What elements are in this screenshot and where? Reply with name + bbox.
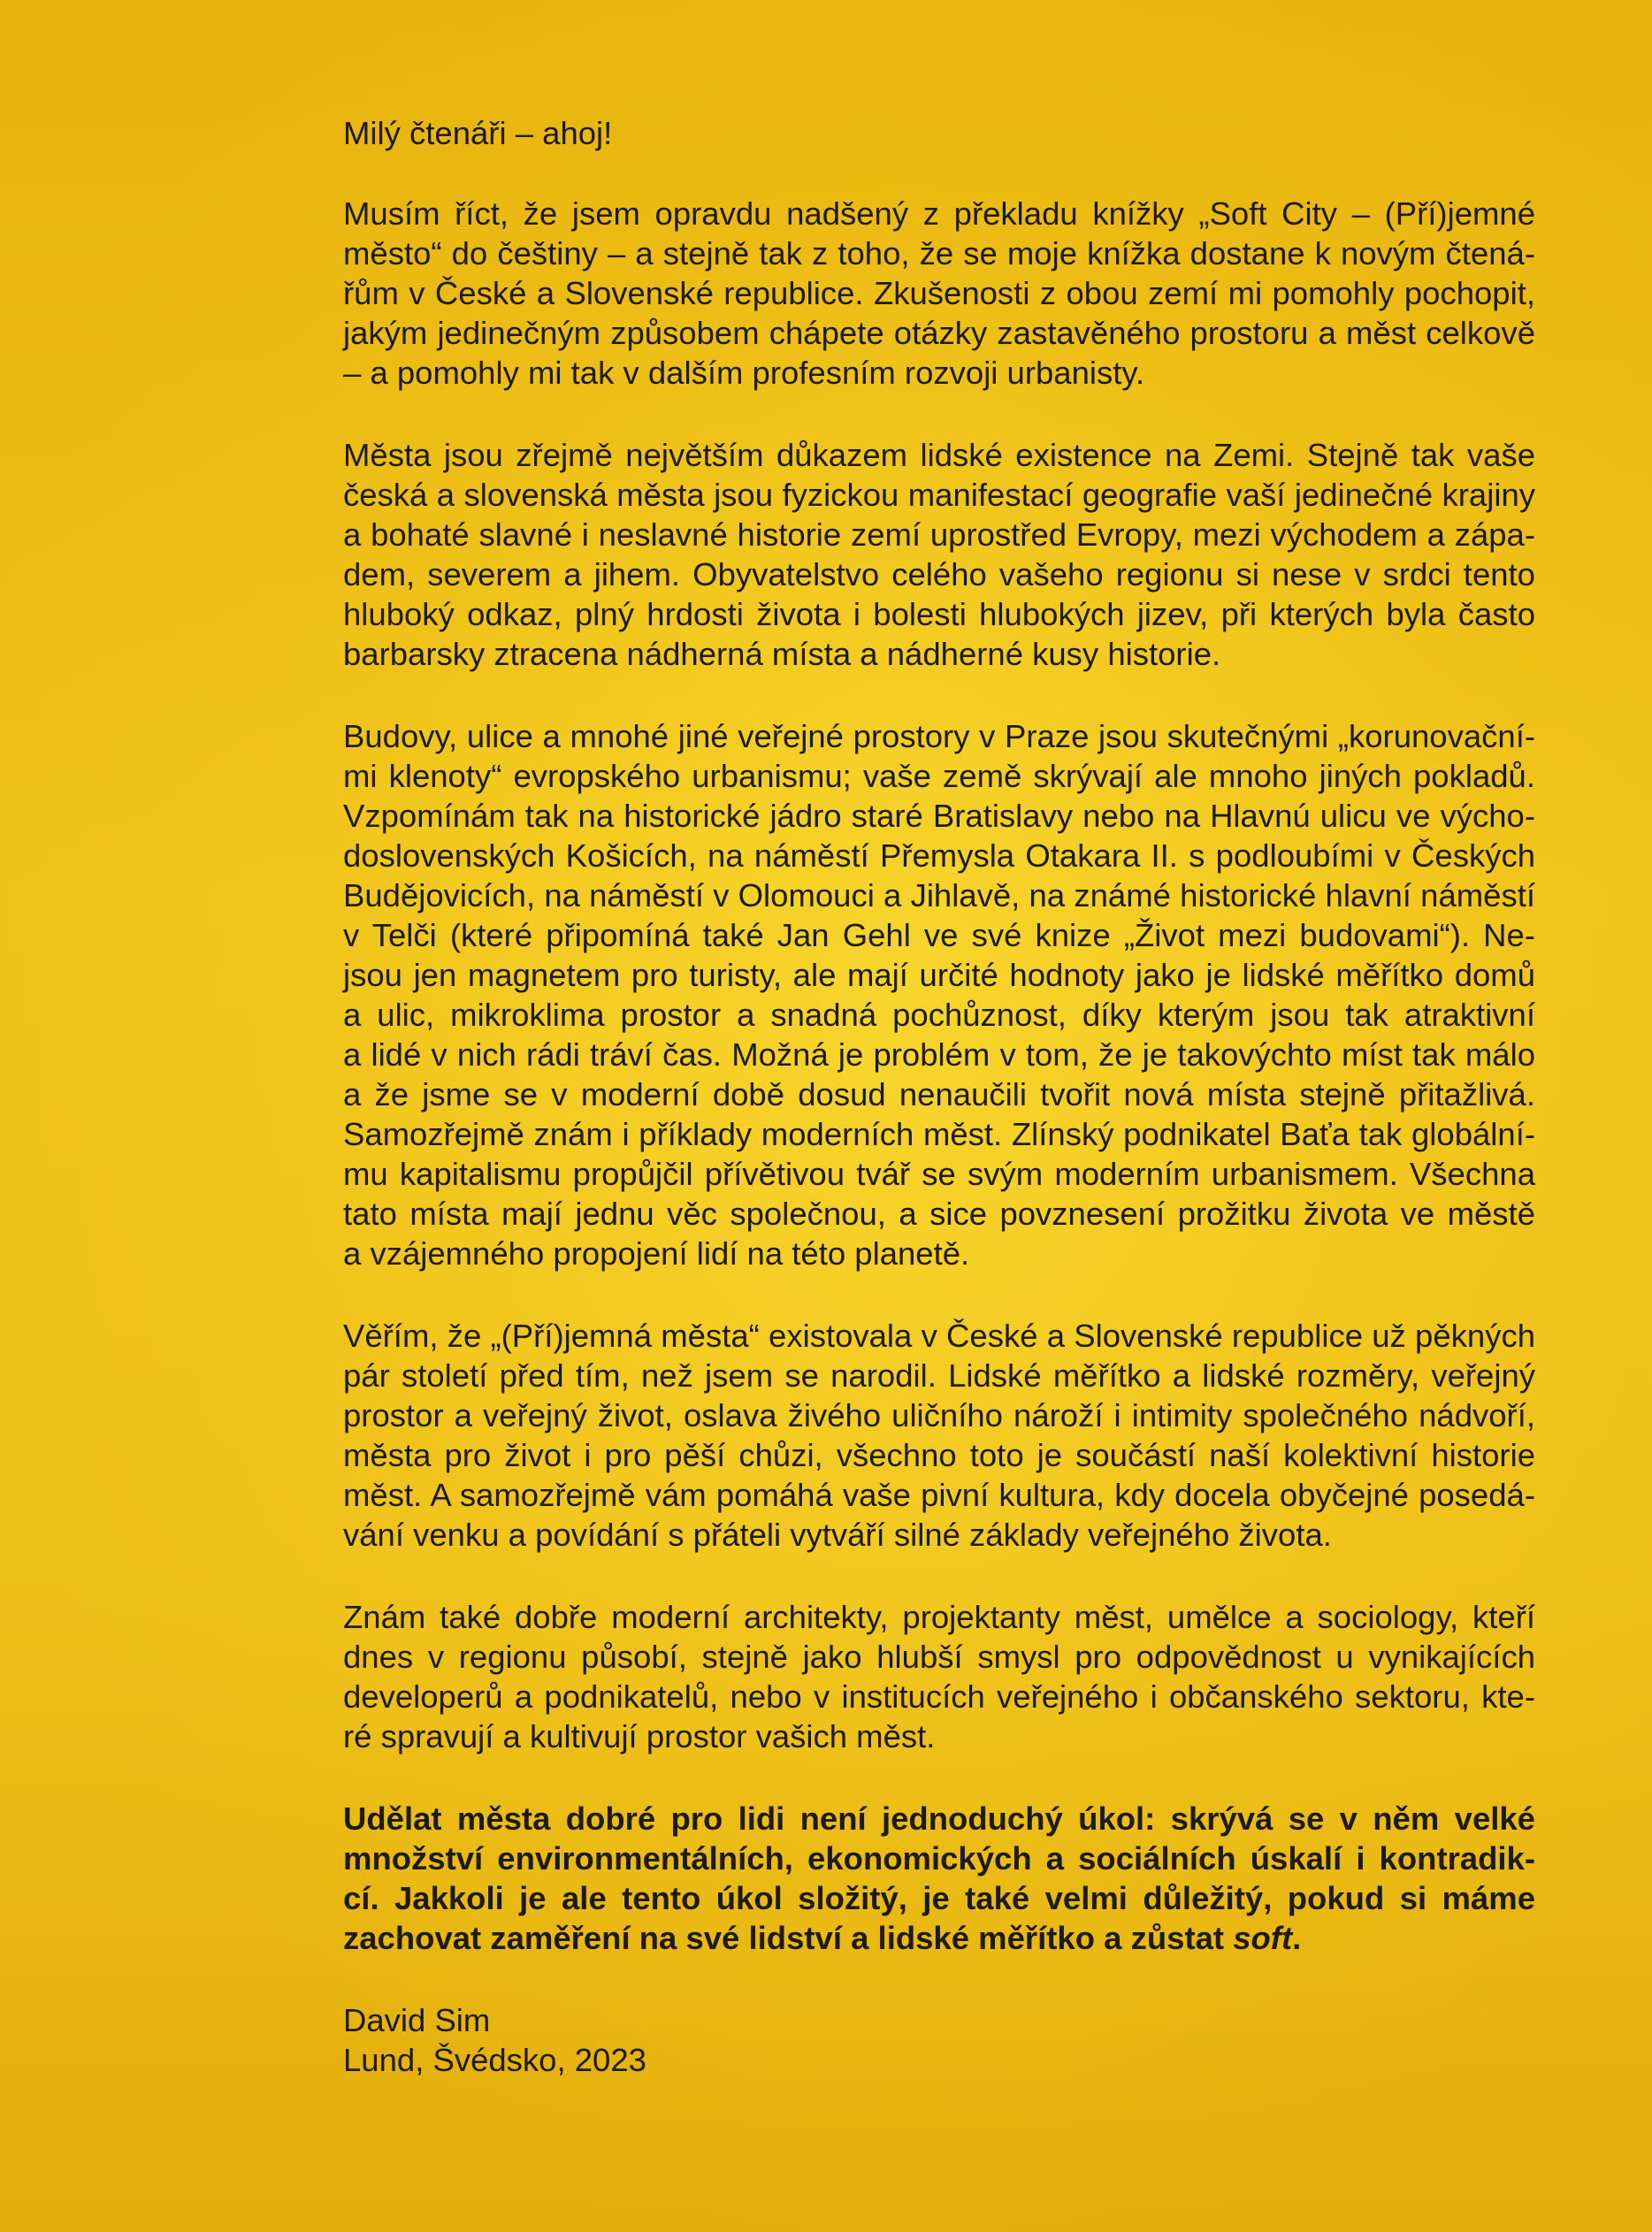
paragraph-line: Budějovicích, na náměstí v Olomouci a Jihlavě, na známé historické hlavní náměstí [343,877,1535,913]
paragraph-2 [343,435,1535,674]
soft-emphasis: soft [1233,1920,1293,1956]
paragraph-line: jsou jen magnetem pro turisty, ale mají určité hodnoty jako je lidské měřítko domů [343,957,1535,993]
paragraph-line: Věřím, že „(Pří)jemná města“ existovala v České a Slovenské republice už pěkných [343,1318,1535,1354]
paragraph-line: česká a slovenská města jsou fyzickou manifestací geografie vaší jedinečné krajiny [343,477,1535,513]
paragraph-line: Musím říct, že jsem opravdu nadšený z překladu knížky „Soft City – (Pří)jemné [343,195,1535,232]
paragraph-line: a vzájemného propojení lidí na této planetě. [343,1235,970,1272]
paragraph-line: ré spravují a kultivují prostor vašich měst. [343,1718,936,1754]
paragraph-line: pár století před tím, než jsem se narodil. Lidské měřítko a lidské rozměry, veřejný [343,1357,1535,1394]
paragraph-line: developerů a podnikatelů, nebo v institucích veřejného i občanského sektoru, kte- [343,1678,1535,1715]
paragraph-line: Města jsou zřejmě největším důkazem lidské existence na Zemi. Stejně tak vaše [343,437,1535,473]
paragraph-line: dem, severem a jihem. Obyvatelstvo celého vašeho regionu si nese v srdci tento [343,556,1535,592]
paragraph-line: prostor a veřejný život, oslava živého uličního nároží i intimity společného nádvoří, [343,1397,1535,1433]
paragraph-line: v Telči (které připomíná také Jan Gehl ve své knize „Život mezi budovami“). Ne- [343,917,1535,953]
paragraph-line: Budovy, ulice a mnohé jiné veřejné prostory v Praze jsou skutečnými „korunovační- [343,718,1535,754]
paragraph-line: mi klenoty“ evropského urbanismu; vaše země skrývají ale mnoho jiných pokladů. [343,758,1535,794]
paragraph-line: a ulic, mikroklima prostor a snadná pochůznost, díky kterým jsou tak atraktivní [343,997,1535,1033]
greeting-line: Milý čtenáři – ahoj! [343,115,613,151]
paragraph-line: řům v České a Slovenské republice. Zkušenosti z obou zemí mi pomohly pochopit, [343,275,1535,311]
paragraph-line: mu kapitalismu propůjčil přívětivou tvář se svým moderním urbanismem. Všechna [343,1156,1535,1192]
signature-name: David Sim [343,2002,491,2038]
paragraph-line: měst. A samozřejmě vám pomáhá vaše pivní kultura, kdy docela obyčejné posedá- [343,1477,1535,1513]
paragraph-line: Samozřejmě znám i příklady moderních měst. Zlínský podnikatel Baťa tak globální- [343,1116,1535,1152]
paragraph-1 [343,194,1535,393]
paragraph-line: dnes v regionu působí, stejně jako hlubší smysl pro odpovědnost u vynikajících [343,1639,1535,1675]
paragraph-line: – a pomohly mi tak v dalším profesním rozvoji urbanisty. [343,355,1145,391]
paragraph-line: města pro život i pro pěší chůzi, všechno toto je součástí naší kolektivní historie [343,1437,1535,1473]
paragraph-line: barbarsky ztracena nádherná místa a nádherné kusy historie. [343,636,1221,672]
bold-last-line-period: . [1292,1920,1302,1956]
paragraph-line: tato místa mají jednu věc společnou, a sice povznesení prožitku života ve městě [343,1196,1535,1232]
paragraph-line: hluboký odkaz, plný hrdosti života i bolesti hlubokých jizev, při kterých byla často [343,596,1535,632]
paragraph-line: město“ do češtiny – a stejně tak z toho, že se moje knížka dostane k novým čtená- [343,235,1535,271]
paragraph-line: jakým jedinečným způsobem chápete otázky zastavěného prostoru a měst celkově [343,315,1535,351]
bold-paragraph-line: Udělat města dobré pro lidi není jednoduchý úkol: skrývá se v něm velké [343,1800,1535,1837]
paragraph-line: a že jsme se v moderní době dosud nenaučili tvořit nová místa stejně přitažlivá. [343,1076,1535,1112]
paragraph-line: Vzpomínám tak na historické jádro staré Bratislavy nebo na Hlavnú ulicu ve výcho- [343,798,1535,834]
letter-text [343,113,1535,2080]
bold-last-line-text: zachovat zaměření na své lidství a lidské měřítko a zůstat [343,1920,1234,1956]
paragraph-line: a lidé v nich rádi tráví čas. Možná je problém v tom, že je takovýchto míst tak málo [343,1036,1535,1073]
paragraph-4 [343,1316,1535,1555]
paragraph-line: doslovenských Košicích, na náměstí Přemysla Otakara II. s podloubími v Českých [343,837,1535,874]
signature [343,2000,1535,2080]
paragraph-line: vání venku a povídání s přáteli vytváří silné základy veřejného života. [343,1517,1332,1553]
paragraph-3 [343,716,1535,1273]
paragraph-line: Znám také dobře moderní architekty, projektanty měst, umělce a sociology, kteří [343,1599,1535,1635]
signature-place-date: Lund, Švédsko, 2023 [343,2042,646,2078]
paragraph-5 [343,1597,1535,1756]
bold-paragraph-line: množství environmentálních, ekonomických a sociálních úskalí i kontradik- [343,1840,1535,1877]
bold-paragraph [343,1799,1535,1958]
paragraph-line: a bohaté slavné i neslavné historie zemí uprostřed Evropy, mezi východem a zápa- [343,516,1535,553]
bold-paragraph-line: cí. Jakkoli je ale tento úkol složitý, je také velmi důležitý, pokud si máme [343,1880,1535,1916]
bold-paragraph-last-line [343,1918,1535,1958]
greeting [343,113,1535,153]
